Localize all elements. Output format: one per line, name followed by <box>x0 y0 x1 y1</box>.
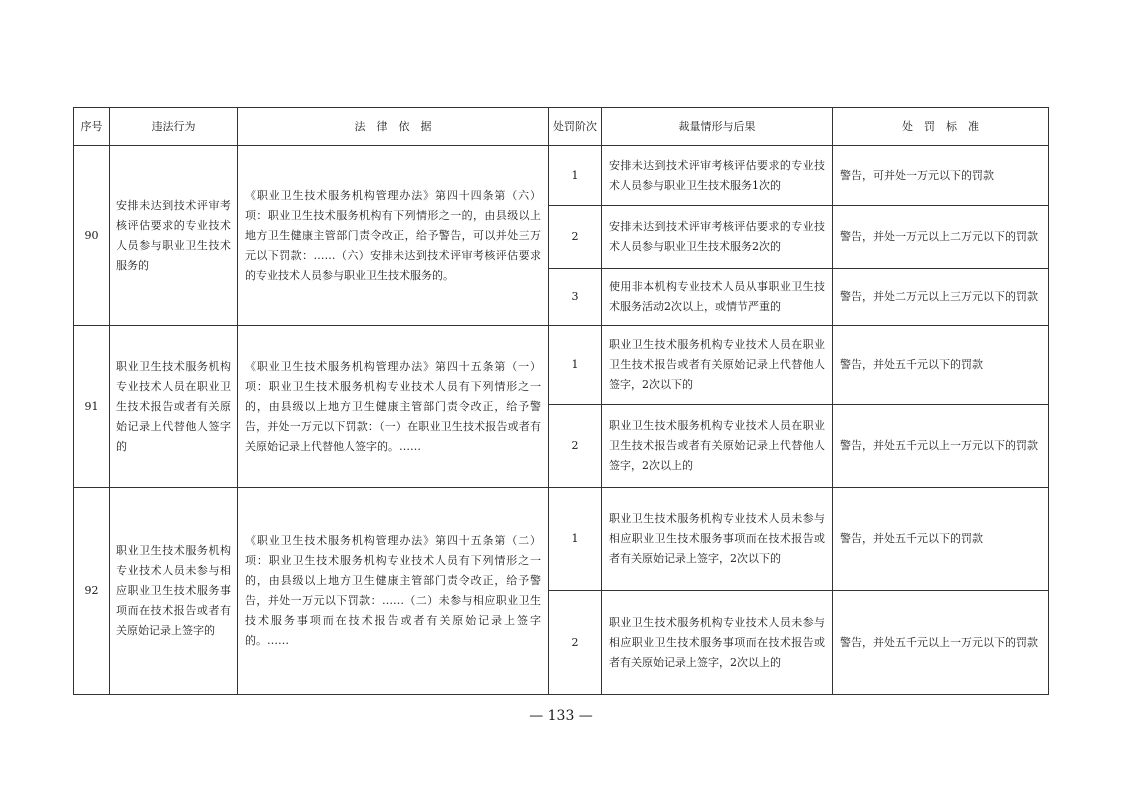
stage-number: 2 <box>549 206 602 269</box>
stage-number: 1 <box>549 146 602 206</box>
stage-number: 1 <box>549 326 602 405</box>
stage-circumstance: 职业卫生技术服务机构专业技术人员未参与相应职业卫生技术服务事项而在技术报告或者有关原始记录上签字，2次以下的 <box>602 488 833 591</box>
row-legal-basis: 《职业卫生技术服务机构管理办法》第四十五条第（一）项：职业卫生技术服务机构专业技术人员有下列情形之一的，由县级以上地方卫生健康主管部门责令改正，给予警告，并处一万元以下罚款：（一）在职业卫生技术报告或者有关原始记录上代替他人签字的。…… <box>238 326 549 488</box>
stage-number: 3 <box>549 269 602 326</box>
row-legal-basis: 《职业卫生技术服务机构管理办法》第四十四条第（六）项：职业卫生技术服务机构有下列情形之一的，由县级以上地方卫生健康主管部门责令改正，给予警告，可以并处三万元以下罚款：……（六）安排未达到技术评审考核评估要求的专业技术人员参与职业卫生技术服务的。 <box>238 146 549 326</box>
stage-number: 2 <box>549 591 602 695</box>
stage-penalty-standard: 警告，并处二万元以上三万元以下的罚款 <box>833 269 1049 326</box>
stage-penalty-standard: 警告，可并处一万元以下的罚款 <box>833 146 1049 206</box>
row-violation: 安排未达到技术评审考核评估要求的专业技术人员参与职业卫生技术服务的 <box>110 146 238 326</box>
stage-penalty-standard: 警告，并处五千元以下的罚款 <box>833 488 1049 591</box>
stage-circumstance: 职业卫生技术服务机构专业技术人员在职业卫生技术报告或者有关原始记录上代替他人签字，2次以上的 <box>602 405 833 488</box>
stage-circumstance: 安排未达到技术评审考核评估要求的专业技术人员参与职业卫生技术服务1次的 <box>602 146 833 206</box>
row-seq: 92 <box>74 488 110 695</box>
penalty-standards-table <box>73 107 1049 695</box>
table-row <box>74 146 1049 206</box>
header-legal-basis: 法 律 依 据 <box>238 108 549 146</box>
row-violation: 职业卫生技术服务机构专业技术人员在职业卫生技术报告或者有关原始记录上代替他人签字的 <box>110 326 238 488</box>
table-header-row <box>74 108 1049 146</box>
row-seq: 90 <box>74 146 110 326</box>
header-penalty-stage: 处罚阶次 <box>549 108 602 146</box>
stage-penalty-standard: 警告，并处五千元以下的罚款 <box>833 326 1049 405</box>
stage-number: 1 <box>549 488 602 591</box>
stage-circumstance: 使用非本机构专业技术人员从事职业卫生技术服务活动2次以上，或情节严重的 <box>602 269 833 326</box>
header-violation: 违法行为 <box>110 108 238 146</box>
stage-circumstance: 安排未达到技术评审考核评估要求的专业技术人员参与职业卫生技术服务2次的 <box>602 206 833 269</box>
stage-penalty-standard: 警告，并处五千元以上一万元以下的罚款 <box>833 591 1049 695</box>
header-circumstance: 裁量情形与后果 <box>602 108 833 146</box>
stage-penalty-standard: 警告，并处五千元以上一万元以下的罚款 <box>833 405 1049 488</box>
row-seq: 91 <box>74 326 110 488</box>
table-row <box>74 326 1049 405</box>
row-violation: 职业卫生技术服务机构专业技术人员未参与相应职业卫生技术服务事项而在技术报告或者有关原始记录上签字的 <box>110 488 238 695</box>
header-seq: 序号 <box>74 108 110 146</box>
page-number: — 133 — <box>529 708 593 724</box>
row-legal-basis: 《职业卫生技术服务机构管理办法》第四十五条第（二）项：职业卫生技术服务机构专业技术人员有下列情形之一的，由县级以上地方卫生健康主管部门责令改正，给予警告，并处一万元以下罚款：……（二）未参与相应职业卫生技术服务事项而在技术报告或者有关原始记录上签字的。…… <box>238 488 549 695</box>
stage-number: 2 <box>549 405 602 488</box>
stage-penalty-standard: 警告，并处一万元以上二万元以下的罚款 <box>833 206 1049 269</box>
header-penalty-standard: 处 罚 标 准 <box>833 108 1049 146</box>
stage-circumstance: 职业卫生技术服务机构专业技术人员在职业卫生技术报告或者有关原始记录上代替他人签字，2次以下的 <box>602 326 833 405</box>
stage-circumstance: 职业卫生技术服务机构专业技术人员未参与相应职业卫生技术服务事项而在技术报告或者有关原始记录上签字，2次以上的 <box>602 591 833 695</box>
table-row <box>74 488 1049 591</box>
